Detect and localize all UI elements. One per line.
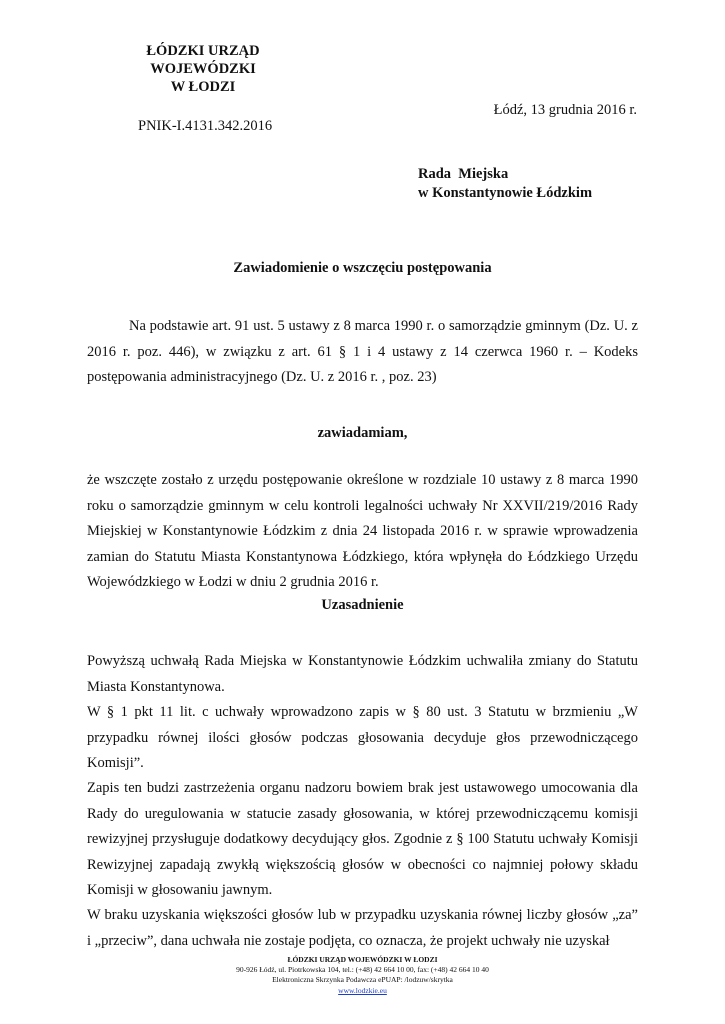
case-reference-number: PNIK-I.4131.342.2016 — [138, 118, 273, 134]
office-name-line1: ŁÓDZKI URZĄD WOJEWÓDZKI — [146, 43, 260, 77]
legal-basis-paragraph: Na podstawie art. 91 ust. 5 ustawy z 8 marca 1990 r. o samorządzie gminnym (Dz. U. z 2016 r. poz. 446), w związku z art. 61 § 1 i 4 ustawy z 14 czerwca 1960 r. – Kodeks postępowania administracyjnego (Dz. U. z 2016 r. , poz. 23) — [87, 318, 638, 385]
proceedings-paragraph: że wszczęte zostało z urzędu postępowanie określone w rozdziale 10 ustawy z 8 marca 1990 roku o samorządzie gminnym w celu kontroli legalności uchwały Nr XXVII/219/2016 Rady Miejskiej w Konstantynowie Łódzkim z dnia 24 listopada 2016 r. w sprawie wprowadzenia zamian do Statutu Miasta Konstantynowa Łódzkiego, która wpłynęła do Łódzkiego Urzędu Wojewódzkiego w Łodzi w dniu 2 grudnia 2016 r. — [87, 472, 638, 590]
announcement-word: zawiadamiam, — [317, 425, 408, 441]
justification-paragraph-2: W § 1 pkt 11 lit. c uchwały wprowadzono zapis w § 80 ust. 3 Statutu w brzmieniu „W przypadku równej ilości głosów podczas głosowania decyduje głos przewodniczącego Komisji”. — [87, 704, 638, 771]
footer-website-link[interactable]: www.lodzkie.eu — [338, 985, 387, 995]
footer-address: 90-926 Łódź, ul. Piotrkowska 104, tel.: (+48) 42 664 10 00, fax: (+48) 42 664 10 40 — [236, 965, 489, 975]
page-footer — [0, 955, 725, 996]
justification-paragraph-1: Powyższą uchwałą Rada Miejska w Konstantynowie Łódzkim uchwaliła zmiany do Statutu Miasta Konstantynowa. — [87, 653, 638, 695]
recipient-line2: w Konstantynowie Łódzkim — [418, 185, 593, 201]
footer-office-name: ŁÓDZKI URZĄD WOJEWÓDZKI W ŁODZI — [287, 955, 438, 964]
office-name-line2: W ŁODZI — [170, 79, 236, 95]
issuing-office — [92, 42, 314, 96]
justification-paragraph-3: Zapis ten budzi zastrzeżenia organu nadzoru bowiem brak jest ustawowego umocowania dla Rady do uregulowania w statucie zasady głosowania, w której przewodniczącemu komisji rewizyjnej przysługuje dodatkowy decydujący głos. Zgodnie z § 100 Statutu uchwały Komisji Rewizyjnej zapadają zwykłą większością głosów w obecności co najmniej połowy składu Komisji w głosowaniu jawnym. — [87, 780, 638, 898]
recipient-block — [418, 165, 592, 203]
justification-heading: Uzasadnienie — [321, 597, 404, 613]
justification-paragraph-4: W braku uzyskania większości głosów lub w przypadku uzyskania równej liczby głosów „za” i „przeciw”, dana uchwała nie zostaje podjęta, co oznacza, że projekt uchwały nie uzyskał — [87, 907, 638, 949]
document-date: Łódź, 13 grudnia 2016 r. — [493, 102, 637, 118]
document-title: Zawiadomienie o wszczęciu postępowania — [233, 260, 492, 276]
footer-epuap: Elektroniczna Skrzynka Podawcza ePUAP: /lodzuw/skrytka — [272, 975, 453, 985]
recipient-line1: Rada Miejska — [418, 166, 509, 182]
